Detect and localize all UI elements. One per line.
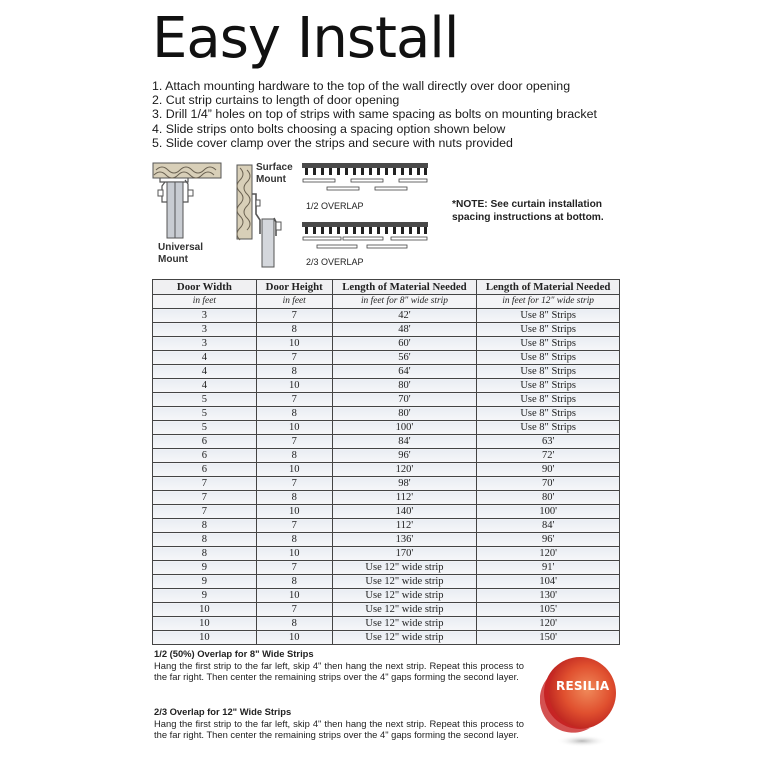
- cell: 63': [477, 435, 620, 449]
- cell: 10: [256, 421, 332, 435]
- cell: 7: [256, 393, 332, 407]
- overlap-instructions-half: [154, 648, 524, 683]
- cell: Use 8" Strips: [477, 309, 620, 323]
- cell: 10: [256, 379, 332, 393]
- cell: 8: [153, 519, 257, 533]
- cell: 8: [256, 617, 332, 631]
- cell: 10: [256, 337, 332, 351]
- header-material-12in: Length of Material Needed: [477, 280, 620, 295]
- cell: 8: [256, 533, 332, 547]
- cell: 9: [153, 575, 257, 589]
- cell: 70': [477, 477, 620, 491]
- cell: 100': [477, 505, 620, 519]
- cell: 56': [332, 351, 477, 365]
- cell: Use 12" wide strip: [332, 561, 477, 575]
- universal-mount-label: [158, 242, 203, 266]
- table-row: [153, 393, 620, 407]
- table-row: [153, 617, 620, 631]
- overlap-body: Hang the first strip to the far left, skip 4" then hang the next strip. Repeat this process to the far right. Then center the remaining strips over the 4" gaps forming the second layer.: [154, 717, 524, 741]
- table-row: [153, 491, 620, 505]
- cell: 7: [256, 519, 332, 533]
- cell: 8: [256, 365, 332, 379]
- cell: 8: [153, 547, 257, 561]
- cell: 7: [256, 351, 332, 365]
- cell: 140': [332, 505, 477, 519]
- cell: Use 8" Strips: [477, 379, 620, 393]
- table-row: [153, 533, 620, 547]
- cell: 10: [153, 603, 257, 617]
- cell: 112': [332, 491, 477, 505]
- surface-mount-label-line: Surface: [256, 162, 293, 173]
- table-row: [153, 519, 620, 533]
- resilia-logo: [544, 655, 616, 727]
- cell: Use 8" Strips: [477, 421, 620, 435]
- cell: 80': [332, 407, 477, 421]
- cell: Use 8" Strips: [477, 337, 620, 351]
- cell: 8: [256, 407, 332, 421]
- cell: 5: [153, 393, 257, 407]
- cell: 90': [477, 463, 620, 477]
- cell: 84': [477, 519, 620, 533]
- spacing-note: [452, 199, 604, 224]
- cell: 3: [153, 337, 257, 351]
- cell: 136': [332, 533, 477, 547]
- cell: 7: [256, 435, 332, 449]
- cell: Use 12" wide strip: [332, 603, 477, 617]
- cell: 120': [332, 463, 477, 477]
- cell: 42': [332, 309, 477, 323]
- two-thirds-overlap-label: 2/3 OVERLAP: [306, 257, 364, 267]
- cell: 7: [256, 309, 332, 323]
- overlap-instructions-two-thirds: [154, 706, 524, 741]
- table-row: [153, 561, 620, 575]
- logo-text: RESILIA: [556, 679, 610, 693]
- note-line: *NOTE: See curtain installation: [452, 199, 603, 210]
- overlap-heading: 2/3 Overlap for 12" Wide Strips: [154, 706, 292, 717]
- universal-mount-label-line: Universal: [158, 242, 204, 253]
- table-row: [153, 505, 620, 519]
- cell: 104': [477, 575, 620, 589]
- cell: 84': [332, 435, 477, 449]
- cell: 8: [256, 449, 332, 463]
- subheader-cell: in feet for 8" wide strip: [332, 295, 477, 309]
- install-step: 5. Slide cover clamp over the strips and secure with nuts provided: [152, 135, 513, 150]
- table-row: [153, 575, 620, 589]
- table-row: [153, 547, 620, 561]
- table-row: [153, 463, 620, 477]
- half-overlap-label: 1/2 OVERLAP: [306, 201, 364, 211]
- table-row: [153, 323, 620, 337]
- note-line: spacing instructions at bottom.: [452, 211, 604, 223]
- cell: 105': [477, 603, 620, 617]
- install-step: 4. Slide strips onto bolts choosing a spacing option shown below: [152, 121, 506, 136]
- cell: 70': [332, 393, 477, 407]
- table-row: [153, 309, 620, 323]
- surface-mount-label: [256, 162, 293, 186]
- cell: 10: [256, 631, 332, 645]
- table-row: [153, 589, 620, 603]
- table-row: [153, 631, 620, 645]
- cell: 170': [332, 547, 477, 561]
- install-step: 2. Cut strip curtains to length of door opening: [152, 93, 400, 108]
- universal-mount-label-line: Mount: [158, 254, 188, 265]
- subheader-cell: in feet: [256, 295, 332, 309]
- overlap-body: Hang the first strip to the far left, skip 4" then hang the next strip. Repeat this process to the far right. Then center the remaining strips over the 4" gaps forming the second layer.: [154, 659, 524, 683]
- material-table: [152, 279, 620, 645]
- cell: Use 12" wide strip: [332, 589, 477, 603]
- half-overlap-diagram: [302, 163, 428, 201]
- table-body: [153, 309, 620, 645]
- header-door-width: Door Width: [153, 280, 257, 295]
- logo-sphere-icon: [540, 653, 620, 753]
- cell: 4: [153, 351, 257, 365]
- surface-mount-label-line: Mount: [256, 174, 286, 185]
- table-row: [153, 379, 620, 393]
- cell: 91': [477, 561, 620, 575]
- cell: 7: [256, 477, 332, 491]
- cell: 7: [153, 491, 257, 505]
- cell: 7: [153, 477, 257, 491]
- table-subheader-row: [153, 295, 620, 309]
- cell: Use 8" Strips: [477, 323, 620, 337]
- cell: 10: [256, 589, 332, 603]
- cell: Use 12" wide strip: [332, 631, 477, 645]
- cell: Use 8" Strips: [477, 365, 620, 379]
- cell: 60': [332, 337, 477, 351]
- cell: Use 12" wide strip: [332, 575, 477, 589]
- cell: 6: [153, 449, 257, 463]
- cell: 4: [153, 365, 257, 379]
- cell: 7: [256, 561, 332, 575]
- cell: 80': [477, 491, 620, 505]
- subheader-cell: in feet for 12" wide strip: [477, 295, 620, 309]
- cell: 7: [256, 603, 332, 617]
- cell: 130': [477, 589, 620, 603]
- cell: 8: [256, 491, 332, 505]
- cell: 120': [477, 617, 620, 631]
- cell: 72': [477, 449, 620, 463]
- cell: 5: [153, 421, 257, 435]
- cell: 100': [332, 421, 477, 435]
- cell: 112': [332, 519, 477, 533]
- install-step: 1. Attach mounting hardware to the top of the wall directly over door opening: [152, 79, 571, 93]
- install-step: 3. Drill 1/4” holes on top of strips with same spacing as bolts on mounting bracket: [152, 107, 597, 122]
- cell: 98': [332, 477, 477, 491]
- cell: 8: [153, 533, 257, 547]
- table-row: [153, 337, 620, 351]
- cell: 8: [256, 575, 332, 589]
- cell: 6: [153, 435, 257, 449]
- cell: Use 12" wide strip: [332, 617, 477, 631]
- cell: 80': [332, 379, 477, 393]
- overlap-heading: 1/2 (50%) Overlap for 8" Wide Strips: [154, 648, 314, 659]
- table-row: [153, 365, 620, 379]
- install-steps: [152, 79, 597, 150]
- cell: 10: [153, 631, 257, 645]
- cell: 10: [256, 547, 332, 561]
- cell: 10: [153, 617, 257, 631]
- cell: 6: [153, 463, 257, 477]
- cell: 3: [153, 309, 257, 323]
- header-door-height: Door Height: [256, 280, 332, 295]
- table-row: [153, 407, 620, 421]
- cell: 9: [153, 561, 257, 575]
- table-row: [153, 603, 620, 617]
- page-title: Easy Install: [152, 6, 459, 71]
- cell: Use 8" Strips: [477, 393, 620, 407]
- cell: 150': [477, 631, 620, 645]
- subheader-cell: in feet: [153, 295, 257, 309]
- cell: 8: [256, 323, 332, 337]
- table-row: [153, 449, 620, 463]
- cell: 7: [153, 505, 257, 519]
- table-row: [153, 477, 620, 491]
- cell: 10: [256, 505, 332, 519]
- cell: 96': [477, 533, 620, 547]
- cell: 5: [153, 407, 257, 421]
- table-row: [153, 435, 620, 449]
- universal-mount-diagram: [152, 162, 222, 242]
- cell: 96': [332, 449, 477, 463]
- cell: 64': [332, 365, 477, 379]
- cell: 4: [153, 379, 257, 393]
- cell: 10: [256, 463, 332, 477]
- table-header-row: [153, 280, 620, 295]
- cell: 120': [477, 547, 620, 561]
- cell: 48': [332, 323, 477, 337]
- header-material-8in: Length of Material Needed: [332, 280, 477, 295]
- cell: 9: [153, 589, 257, 603]
- table-row: [153, 421, 620, 435]
- cell: Use 8" Strips: [477, 351, 620, 365]
- cell: 3: [153, 323, 257, 337]
- table-row: [153, 351, 620, 365]
- two-thirds-overlap-diagram: [302, 222, 428, 256]
- cell: Use 8" Strips: [477, 407, 620, 421]
